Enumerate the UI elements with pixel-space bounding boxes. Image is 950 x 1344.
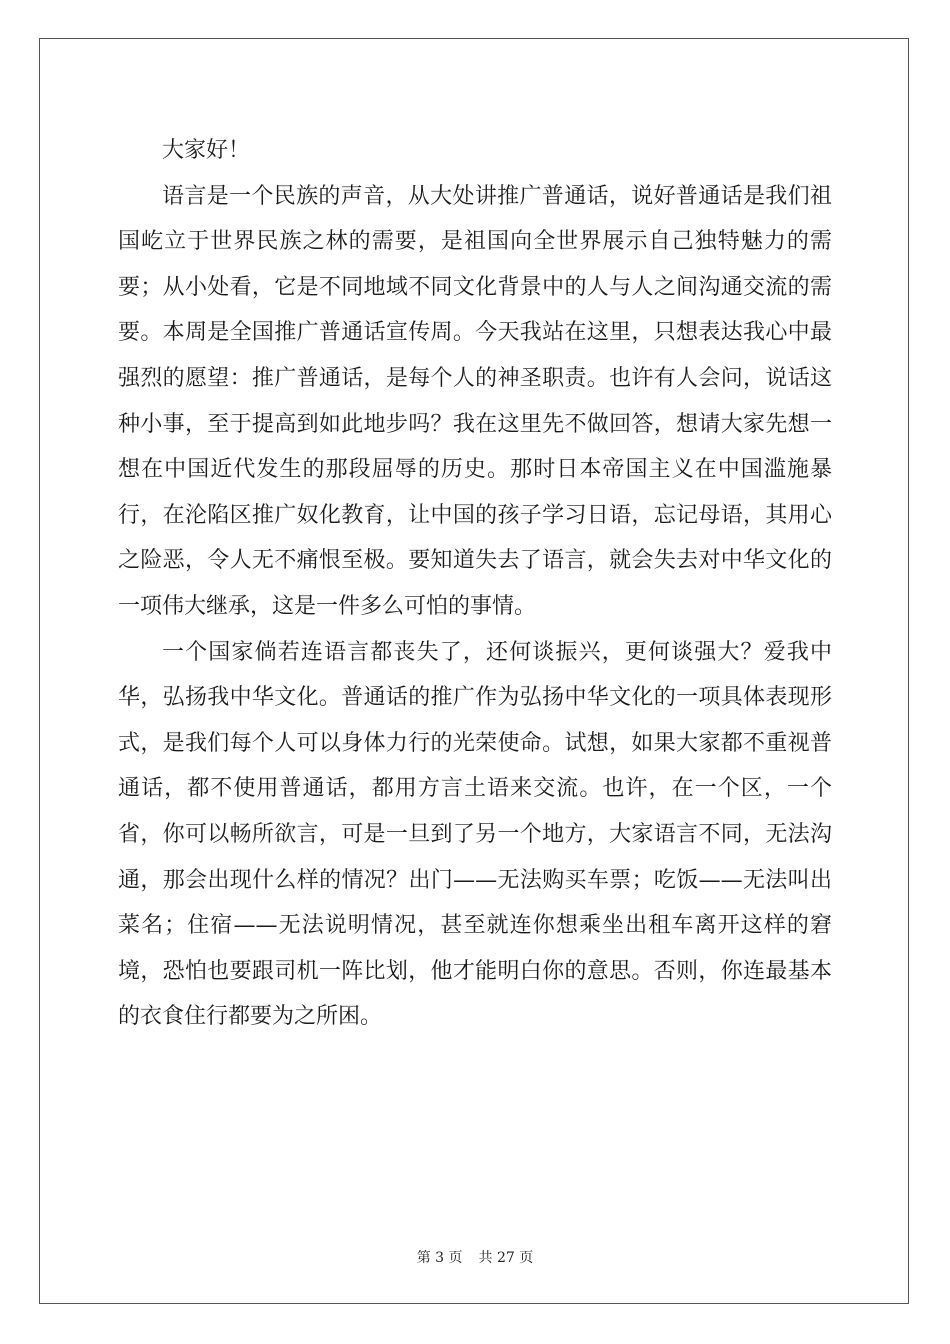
page-footer: [0, 1247, 950, 1267]
page-number: 第 3 页: [416, 1250, 463, 1266]
body-paragraph-1: 语言是一个民族的声音，从大处讲推广普通话，说好普通话是我们祖国屹立于世界民族之林的需要，是祖国向全世界展示自己独特魅力的需要；从小处看，它是不同地域不同文化背景中的人与人之间沟通交流的需要。本周是全国推广普通话宣传周。今天我站在这里，只想表达我心中最强烈的愿望：推广普通话，是每个人的神圣职责。也许有人会问，说话这种小事，至于提高到如此地步吗？我在这里先不做回答，想请大家先想一想在中国近代发生的那段屈辱的历史。那时日本帝国主义在中国滥施暴行，在沦陷区推广奴化教育，让中国的孩子学习日语，忘记母语，其用心之险恶，令人无不痛恨至极。要知道失去了语言，就会失去对中华文化的一项伟大继承，这是一件多么可怕的事情。: [118, 183, 832, 619]
body-paragraph-2: 一个国家倘若连语言都丧失了，还何谈振兴，更何谈强大？爱我中华，弘扬我中华文化。普通话的推广作为弘扬中华文化的一项具体表现形式，是我们每个人可以身体力行的光荣使命。试想，如果大家都不重视普通话，都不使用普通话，都用方言土语来交流。也许，在一个区，一个省，你可以畅所欲言，可是一旦到了另一个地方，大家语言不同，无法沟通，那会出现什么样的情况？出门——无法购买车票；吃饭——无法叫出菜名；住宿——无法说明情况，甚至就连你想乘坐出租车离开这样的窘境，恐怕也要跟司机一阵比划，他才能明白你的意思。否则，你连最基本的衣食住行都要为之所困。: [118, 639, 832, 1030]
page-total: 共 27 页: [478, 1250, 534, 1266]
greeting-paragraph: 大家好！: [162, 138, 251, 163]
document-body: [118, 128, 832, 1040]
